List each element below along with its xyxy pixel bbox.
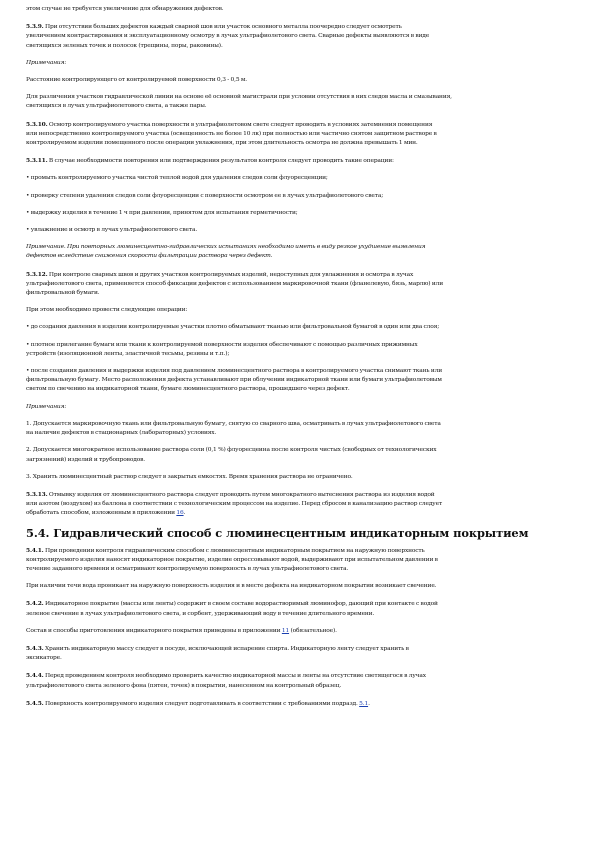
paragraph-5-4-4: 5.4.4. Перед проведением контроля необходимо проверить качество индикаторной массы и ленты на отсутствие светящегося в лучах ультрафиолетового света зеленого фона (пятен, точек) в покрытии, нанесенном на контрольный образец. (26, 672, 426, 689)
note-label: Примечания: (26, 403, 67, 410)
list-item: • выдержку изделия в течение 1 ч при давлении, принятом для испытания герметичности; (26, 209, 298, 216)
paragraph: Для различения участков гидравлической линии на основе её основной магистрали при условии отсутствия в них следов масла и смазывания, светящихся в лучах ультрафиолетового света, а также пары. (26, 94, 452, 110)
clause-number: 5.4.4. (26, 672, 44, 680)
paragraph: Расстояние контролирующего от контролируемой поверхности 0,3 - 0,5 м. (26, 77, 248, 84)
note-paragraph: Примечание. При повторных люминесцентно-гидравлических испытаниях необходимо иметь в виду резкое ухудшение выявления дефектов вследствие снижения скорости фильтрации раствора через дефект. (26, 244, 426, 260)
paragraph-5-3-11: 5.3.11. В случае необходимости повторения или подтверждения результатов контроля следует проводить такие операции: (26, 157, 394, 165)
section-heading: 5.4. Гидравлический способ с люминесцентным индикаторным покрытием (26, 525, 529, 540)
subsection-link[interactable]: 5.1 (359, 700, 369, 707)
clause-number: 5.3.13. (26, 490, 48, 498)
list-item: • промыть контролируемого участка чистой теплой водой для удаления следов соли флуоресценции; (26, 175, 328, 182)
clause-number: 5.3.10. (26, 120, 48, 128)
document-page (26, 5, 576, 709)
paragraph-5-3-10: 5.3.10. Осмотр контролируемого участка поверхности в ультрафиолетовом свете следует проводить в условиях затемнения помещения или непосредственно контролируемого участка (освещенность не более 10 лк) при полностью или частично снятом защитном растворе в контролируемом изделии помещенного после операции увлажнения, при этом длительность осмотра не должна превышать 1 мин. (26, 120, 437, 147)
list-item: • плотное прилегание бумаги или ткани к контролируемой поверхности изделия обеспечивают с помощью различных прижимных устройств (изоляционной ленты, эластичной тесьмы, резины и т.п.); (26, 341, 418, 357)
paragraph-5-4-5: 5.4.5. Поверхность контролируемого изделия следует подготавливать в соответствии с требованиями подразд. 5.1. (26, 699, 370, 707)
list-item: • проверку степени удаления следов соли флуоресценции с поверхности осмотром ее в лучах ультрафиолетового света; (26, 192, 384, 199)
clause-number: 5.4.5. (26, 699, 44, 707)
clause-number: 5.3.11. (26, 157, 48, 165)
paragraph: этом случае не требуется увеличение для обнаружения дефектов. (26, 6, 224, 12)
note-item: 3. Хранить люминесцентный раствор следует в закрытых емкостях. Время хранения раствора не ограничено. (26, 473, 353, 480)
clause-number: 5.3.12. (26, 270, 48, 278)
paragraph: При наличии течи вода проникает на наружную поверхность изделия и в месте дефекта на индикаторном покрытии возникает свечение. (26, 583, 437, 590)
list-item: • до создания давления в изделии контролируемые участки плотно обматывают тканью или фильтровальной бумагой в один или два слоя; (26, 324, 440, 331)
appendix-link[interactable]: 11 (281, 627, 290, 634)
list-item: • после создания давления и выдержки изделия под давлением люминесцентного раствора в контролируемого участка снимают ткань или фильтровальную бумагу. Место расположения дефекта устанавливают при облучении индикаторной ткани или бумаги ультрафиолетовым светом по свечению на индикаторной ткани, бумаге люминесцентного раствора, прошедшего через дефект. (26, 368, 443, 393)
appendix-link[interactable]: 16 (176, 510, 184, 517)
clause-number: 5.4.3. (26, 644, 44, 652)
list-item: • увлажнение и осмотр в лучах ультрафиолетового света. (26, 227, 198, 234)
paragraph-5-3-13: 5.3.13. Отмывку изделия от люминесцентного раствора следует проводить путем многократного вытеснения раствора из изделия водой или азотом (воздухом) из баллона в соответствии с технологическим процессом на изделие. Перед сбросом в канализацию раствор следует обработать способом, изложенным в приложении 16. (26, 490, 443, 517)
paragraph: Состав и способы приготовления индикаторного покрытия приведены в приложении 11 (обязательное). (26, 627, 337, 634)
paragraph: При этом необходимо провести следующие операции: (26, 307, 188, 314)
clause-number: 5.4.1. (26, 546, 44, 554)
clause-number: 5.3.9. (26, 23, 44, 31)
clause-number: 5.4.2. (26, 600, 44, 608)
paragraph-5-3-12: 5.3.12. При контроле сварных швов и других участков контролируемых изделий, недоступных для увлажнения и осмотра в лучах ультрафиолетового света, применяется способ фиксации дефектов с использованием маркировочной ткани (фланелевую, бязь, марлю) или фильтровальной бумаги. (26, 270, 443, 297)
paragraph-5-4-1: 5.4.1. При проведении контроля гидравлическим способом с люминесцентным индикаторным покрытием на наружную поверхность контролируемого изделия наносят индикаторное покрытие, изделие опрессовывают водой, выдерживают при испытательном давлении в течение заданного времени и осматривают контролируемую поверхность в лучах ультрафиолетового света. (26, 546, 438, 572)
paragraph-5-3-9: 5.3.9. При отсутствии больших дефектов каждый сварной шов или участок основного металла поочередно следует осмотреть увеличением контрастирования и эксплуатационному осмотру в лучах ультрафиолетового света. Сварные дефекты выявляются в виде светящихся зеленых точек и полосок (трещины, поры, раковины). (26, 23, 430, 49)
note-item: 1. Допускается маркировочную ткань или фильтровальную бумагу, снятую со сварного шва, осматривать в лучах ультрафиолетового света на наличие дефектов в стационарных (лабораторных) условиях. (26, 420, 441, 437)
paragraph-5-4-3: 5.4.3. Хранить индикаторную массу следует в посуде, исключающей испарение спирта. Индикаторную ленту следует хранить в эксикаторе. (26, 644, 409, 662)
paragraph-5-4-2: 5.4.2. Индикаторное покрытие (массы или ленты) содержит в своем составе водорастворимый люминофор, дающий при контакте с водой зеленое свечение в лучах ультрафиолетового света, и сорбент, удерживающий воду в течение длительного времени. (26, 600, 438, 617)
note-label: Примечания: (26, 59, 67, 66)
note-item: 2. Допускается многократное использование раствора соли (0,1 %) флуоресцеина после контроля чистых (свободных от технологических загрязнений) изделий и трубопроводов. (26, 447, 437, 463)
